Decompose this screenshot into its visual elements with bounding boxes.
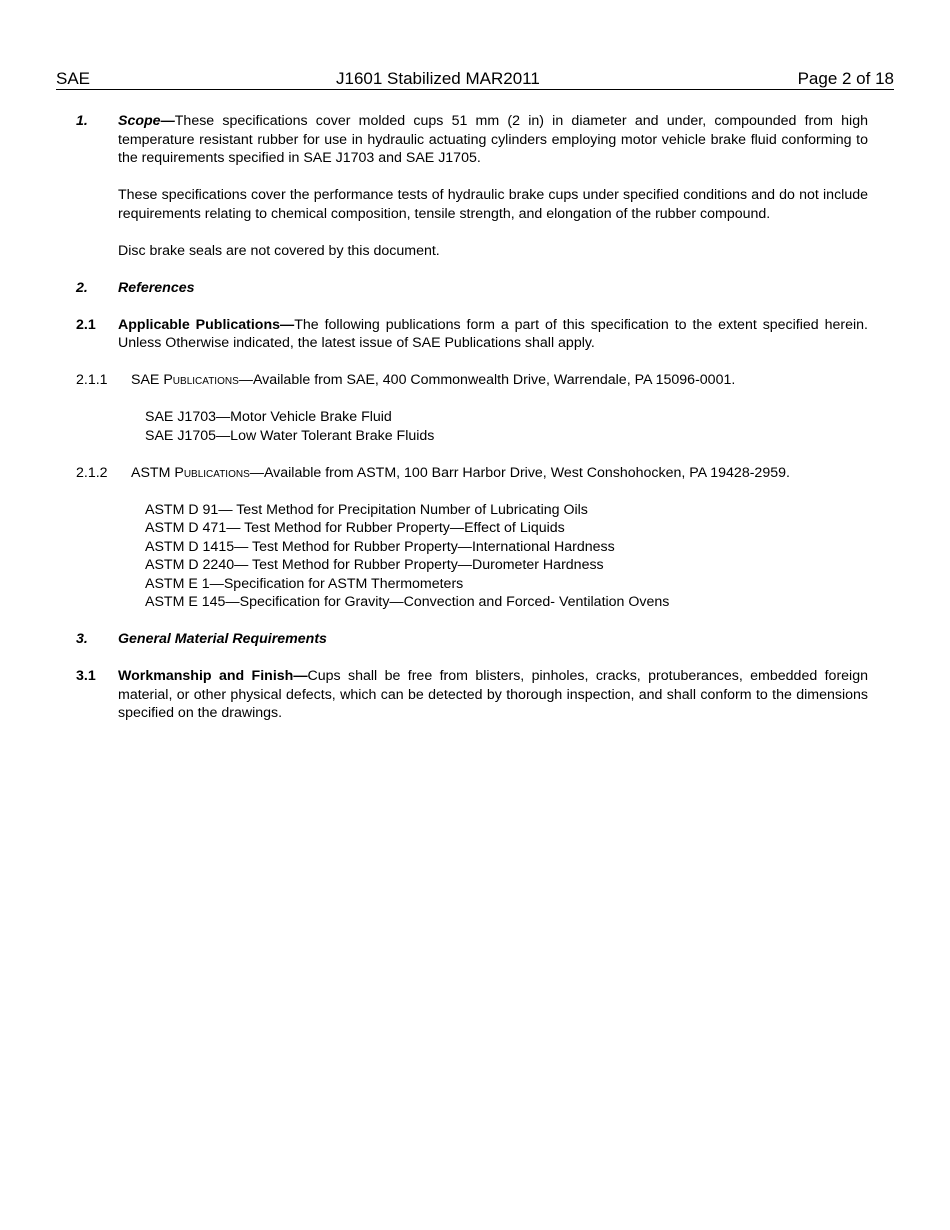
astm-publication-list [76, 501, 868, 612]
publisher-prefix: ASTM [131, 464, 175, 481]
publications-label: Publications [174, 464, 250, 481]
section-number: 1. [76, 113, 88, 129]
section-2-1-applicable-publications [76, 316, 868, 353]
sae-publication-list [76, 408, 868, 445]
list-item: ASTM E 1—Specification for ASTM Thermometers [145, 575, 464, 592]
page-header [56, 68, 894, 90]
publisher-prefix: SAE [131, 372, 164, 388]
section-text: —Available from SAE, 400 Commonwealth Drive, Warrendale, PA 15096-0001. [238, 372, 736, 388]
section-number: 2.1.1 [76, 372, 108, 388]
header-doc-id: J1601 Stabilized MAR2011 [336, 69, 540, 88]
section-text: Cups shall be free from blisters, pinholes, cracks, protuberances, embedded foreign material, or other physical defects, which can be detected by thorough inspection, and shall conform to the dimensions specified on the drawings. [118, 668, 868, 721]
list-item: ASTM D 2240— Test Method for Rubber Property—Durometer Hardness [145, 557, 604, 573]
section-title: References [118, 279, 195, 296]
section-title: Scope— [118, 113, 175, 129]
list-item: ASTM D 1415— Test Method for Rubber Property—International Hardness [145, 538, 615, 555]
scope-paragraph-3: Disc brake seals are not covered by this document. [118, 242, 440, 259]
section-number: 2.1 [76, 316, 96, 333]
publications-label: Publications [163, 372, 239, 388]
section-3-general-material-requirements [76, 630, 868, 649]
section-2-references [76, 279, 868, 298]
list-item: SAE J1705—Low Water Tolerant Brake Fluids [145, 427, 435, 444]
scope-paragraph-2: These specifications cover the performance tests of hydraulic brake cups under specified conditions and do not include requirements relating to chemical composition, tensile strength, and elongation of the rubber compound. [118, 187, 868, 222]
section-3-1-workmanship-and-finish [76, 667, 868, 723]
section-title: General Material Requirements [118, 631, 327, 647]
list-item: ASTM D 91— Test Method for Precipitation Number of Lubricating Oils [145, 501, 588, 518]
section-title: Applicable Publications— [118, 316, 295, 333]
section-number: 3. [76, 631, 88, 647]
section-number: 2. [76, 279, 88, 296]
document-body [76, 112, 868, 723]
section-2-1-1-sae-publications [76, 371, 868, 390]
section-number: 2.1.2 [76, 464, 108, 481]
list-item: SAE J1703—Motor Vehicle Brake Fluid [145, 409, 392, 425]
list-item: ASTM D 471— Test Method for Rubber Property—Effect of Liquids [145, 520, 565, 536]
section-text: The following publications form a part of this specification to the extent specified herein. Unless Otherwise indicated, the latest issue of SAE Publications shall apply. [118, 316, 868, 351]
list-item: ASTM E 145—Specification for Gravity—Convection and Forced- Ventilation Ovens [145, 594, 670, 610]
section-1-scope [76, 112, 868, 260]
header-org: SAE [56, 69, 91, 88]
section-2-1-2-astm-publications [76, 464, 868, 483]
header-page-number: Page 2 of 18 [797, 69, 894, 88]
section-number: 3.1 [76, 668, 96, 684]
section-text: —Available from ASTM, 100 Barr Harbor Drive, West Conshohocken, PA 19428-2959. [249, 464, 790, 481]
section-text: These specifications cover molded cups 51 mm (2 in) in diameter and under, compounded from high temperature resistant rubber for use in hydraulic actuating cylinders employing motor vehicle brake fluid conforming to the requirements specified in SAE J1703 and SAE J1705. [118, 113, 868, 166]
section-title: Workmanship and Finish— [118, 668, 308, 684]
